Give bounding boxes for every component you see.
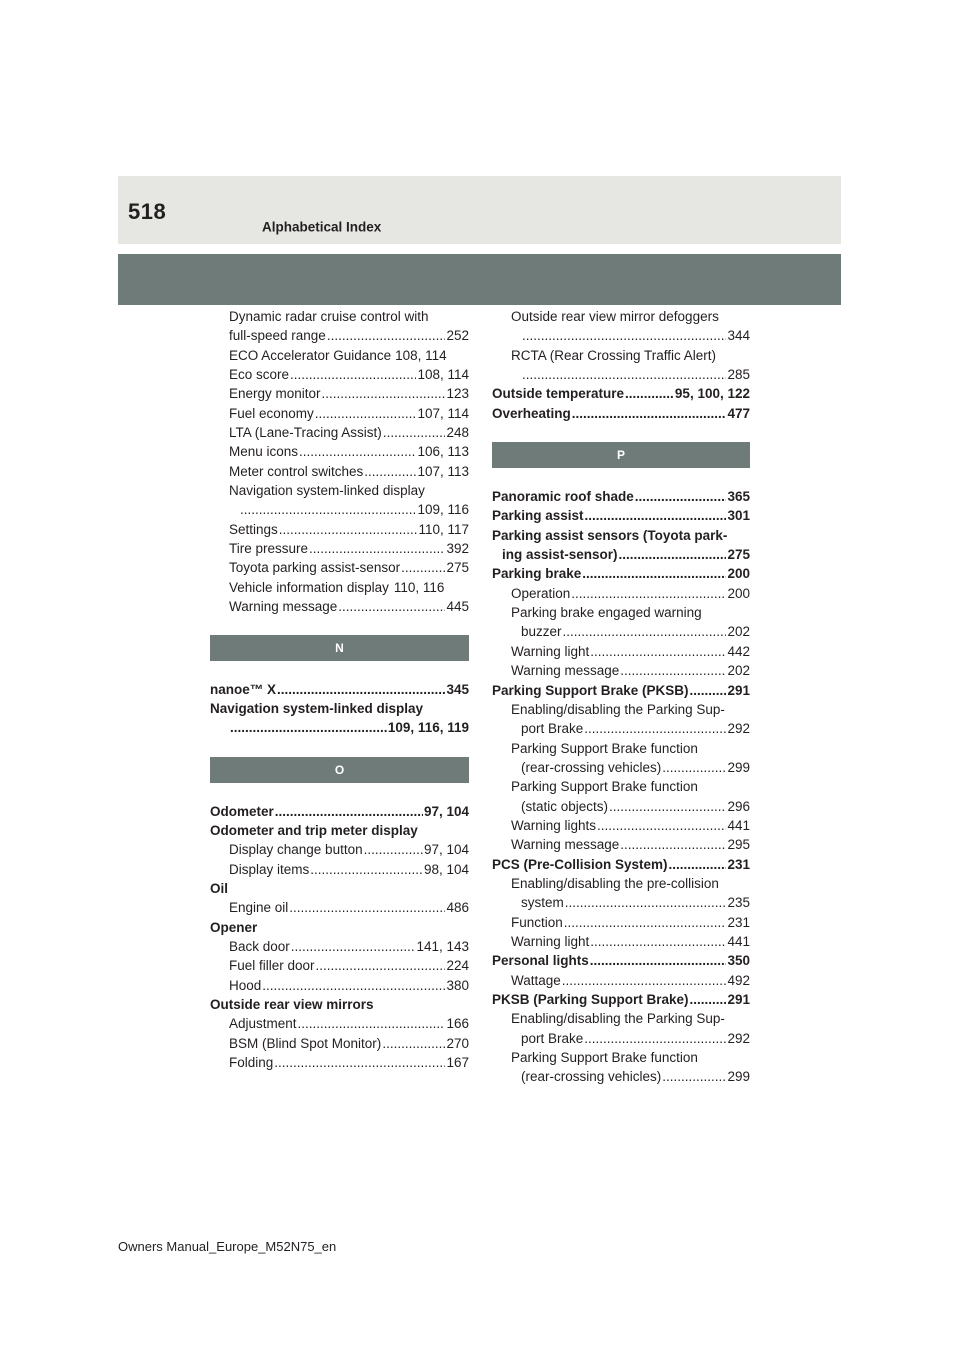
index-subentry[interactable]: Wattage ..... 492: [492, 971, 750, 990]
index-subentry[interactable]: BSM (Blind Spot Monitor) ..... 270: [210, 1034, 469, 1053]
index-entry[interactable]: PCS (Pre-Collision System) ..... 231: [492, 855, 750, 874]
page-number: 518: [128, 199, 167, 224]
index-subentry: Outside rear view mirror defoggers: [511, 309, 719, 324]
index-subentry[interactable]: Folding ..... 167: [210, 1053, 469, 1072]
header-bar: [118, 176, 841, 244]
index-subentry[interactable]: Toyota parking assist-sensor ..... 275: [210, 558, 469, 577]
index-entry: Opener: [210, 919, 258, 935]
index-subentry[interactable]: Meter control switches ..... 107, 113: [210, 462, 469, 481]
index-subentry[interactable]: Warning message ..... 445: [210, 597, 469, 616]
index-subentry[interactable]: ECO Accelerator Guidance 108, 114: [229, 347, 447, 363]
index-entry: Parking assist sensors (Toyota park-: [492, 527, 728, 543]
index-entry[interactable]: Personal lights ..... 350: [492, 951, 750, 970]
index-subentry[interactable]: (rear-crossing vehicles) ..... 299: [492, 1067, 750, 1086]
index-entry[interactable]: Parking Support Brake (PKSB) ..... 291: [492, 681, 750, 700]
index-subentry[interactable]: port Brake ..... 292: [492, 1029, 750, 1048]
index-subentry[interactable]: LTA (Lane-Tracing Assist) ..... 248: [210, 423, 469, 442]
index-entry[interactable]: ..... 109, 116, 119: [210, 718, 469, 737]
index-subentry[interactable]: Warning light ..... 441: [492, 932, 750, 951]
index-subentry[interactable]: Adjustment ..... 166: [210, 1014, 469, 1033]
index-subentry: Navigation system-linked display: [229, 483, 425, 499]
index-subentry[interactable]: Engine oil ..... 486: [210, 898, 469, 917]
index-subentry[interactable]: Display items ..... 98, 104: [210, 860, 469, 879]
index-column-left: [210, 307, 469, 1072]
section-title: Alphabetical Index: [262, 219, 382, 235]
index-subentry: Parking Support Brake function: [511, 740, 698, 756]
index-entry[interactable]: Parking brake ..... 200: [492, 564, 750, 583]
index-subentry[interactable]: full-speed range ..... 252: [210, 326, 469, 345]
index-subentry[interactable]: Warning message ..... 295: [492, 835, 750, 854]
index-entry[interactable]: Overheating ..... 477: [492, 404, 750, 423]
index-entry[interactable]: PKSB (Parking Support Brake) ..... 291: [492, 990, 750, 1009]
index-entry[interactable]: nanoe™ X ..... 345: [210, 680, 469, 699]
index-subentry[interactable]: Vehicle information display 110, 116: [229, 579, 445, 595]
index-subentry[interactable]: Warning message ..... 202: [492, 661, 750, 680]
index-entry: Outside rear view mirrors: [210, 996, 374, 1012]
index-subentry: Parking Support Brake function: [511, 1050, 698, 1066]
index-subentry[interactable]: port Brake ..... 292: [492, 719, 750, 738]
index-subentry[interactable]: Function ..... 231: [492, 913, 750, 932]
index-column-right: [492, 307, 750, 1087]
index-subentry[interactable]: (static objects) ..... 296: [492, 797, 750, 816]
index-subentry[interactable]: ..... 109, 116: [210, 500, 469, 519]
index-entry[interactable]: Parking assist ..... 301: [492, 506, 750, 525]
section-letter-p: P: [492, 442, 750, 468]
index-subentry: RCTA (Rear Crossing Traffic Alert): [511, 347, 717, 363]
index-subentry[interactable]: Menu icons ..... 106, 113: [210, 442, 469, 461]
index-subentry[interactable]: Energy monitor ..... 123: [210, 384, 469, 403]
section-letter-n: N: [210, 635, 469, 661]
index-subentry[interactable]: system ..... 235: [492, 893, 750, 912]
index-subentry[interactable]: Fuel economy ..... 107, 114: [210, 404, 469, 423]
index-entry: Odometer and trip meter display: [210, 822, 418, 838]
index-subentry[interactable]: Tire pressure ..... 392: [210, 539, 469, 558]
index-entry[interactable]: Panoramic roof shade ..... 365: [492, 487, 750, 506]
index-subentry: Parking brake engaged warning: [511, 605, 702, 621]
section-letter-o: O: [210, 757, 469, 783]
index-entry[interactable]: ing assist-sensor) ..... 275: [492, 545, 750, 564]
index-subentry: Parking Support Brake function: [511, 779, 698, 795]
index-subentry: Enabling/disabling the Parking Sup-: [511, 701, 725, 717]
index-subentry[interactable]: Fuel filler door ..... 224: [210, 956, 469, 975]
index-subentry: Enabling/disabling the pre-collision: [511, 875, 719, 891]
index-subentry[interactable]: ..... 285: [492, 365, 750, 384]
index-subentry[interactable]: ..... 344: [492, 326, 750, 345]
index-subentry[interactable]: (rear-crossing vehicles) ..... 299: [492, 758, 750, 777]
index-entry[interactable]: Odometer ..... 97, 104: [210, 802, 469, 821]
index-subentry[interactable]: Display change button ..... 97, 104: [210, 840, 469, 859]
index-subentry[interactable]: Warning light ..... 442: [492, 642, 750, 661]
index-subentry: Enabling/disabling the Parking Sup-: [511, 1011, 725, 1027]
index-subentry[interactable]: buzzer ..... 202: [492, 622, 750, 641]
footer-text: Owners Manual_Europe_M52N75_en: [118, 1239, 337, 1254]
index-subentry[interactable]: Warning lights ..... 441: [492, 816, 750, 835]
index-subentry[interactable]: Operation ..... 200: [492, 584, 750, 603]
index-entry: Navigation system-linked display: [210, 700, 424, 716]
index-entry[interactable]: Outside temperature ..... 95, 100, 122: [492, 384, 750, 403]
index-subentry[interactable]: Hood ..... 380: [210, 976, 469, 995]
index-subentry: Dynamic radar cruise control with: [229, 309, 429, 324]
index-subentry[interactable]: Eco score ..... 108, 114: [210, 365, 469, 384]
index-entry: Oil: [210, 880, 229, 896]
header-band: [118, 254, 841, 305]
index-subentry[interactable]: Back door ..... 141, 143: [210, 937, 469, 956]
index-subentry[interactable]: Settings ..... 110, 117: [210, 520, 469, 539]
